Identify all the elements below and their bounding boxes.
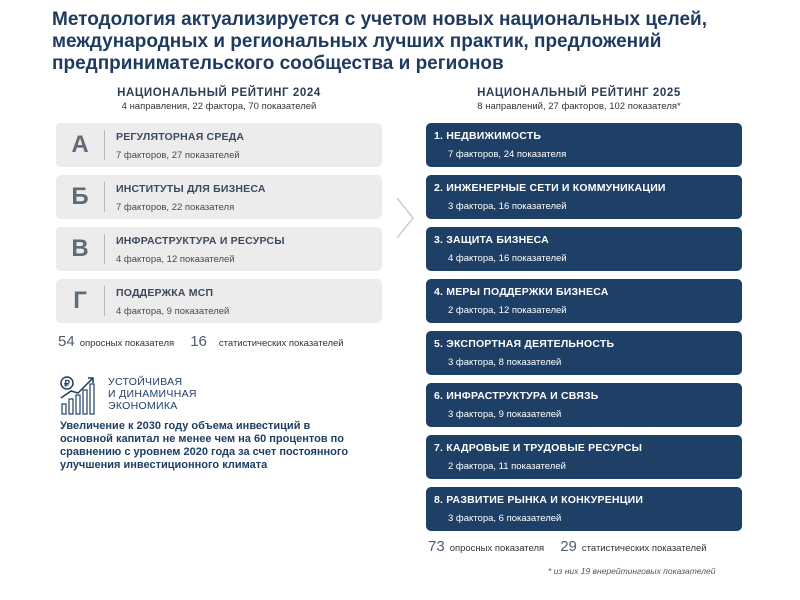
direction-card-2 [426, 175, 742, 219]
direction-card-4 [426, 279, 742, 323]
divider [104, 182, 105, 212]
direction-details: 2 фактора, 11 показателей [448, 461, 566, 472]
growth-chart-coin-icon [58, 374, 98, 416]
economy-goal-text: Увеличение к 2030 году объема инвестиций в основной капитал не менее чем на 60 процентов по сравнению с уровнем 2020 года за счет постоянного улучшения инвестиционного климата [60, 420, 349, 471]
rating-2025-stats [428, 538, 707, 555]
survey-label: опросных показателя [79, 338, 175, 349]
economy-title-line: УСТОЙЧИВАЯ [108, 376, 183, 388]
statistical-count: 16 [190, 333, 207, 350]
economy-title-line: ЭКОНОМИКА [108, 400, 178, 412]
direction-card-a [56, 123, 382, 167]
direction-card-v [56, 227, 382, 271]
rating-2025-title: НАЦИОНАЛЬНЫЙ РЕЙТИНГ 2025 [477, 87, 681, 99]
direction-title: 8. РАЗВИТИЕ РЫНКА И КОНКУРЕНЦИИ [434, 494, 644, 506]
statistical-count: 29 [560, 538, 577, 555]
rating-2024-subtitle: 4 направления, 22 фактора, 70 показателей [121, 101, 317, 112]
direction-details: 2 фактора, 12 показателей [448, 305, 567, 316]
page-title: Методология актуализируется с учетом новых национальных целей, международных и региональных лучших практик, предложений предпринимательского сообщества и регионов [52, 9, 707, 74]
direction-title: 2. ИНЖЕНЕРНЫЕ СЕТИ И КОММУНИКАЦИИ [434, 182, 666, 194]
rating-2024-stats [58, 333, 344, 350]
direction-card-g [56, 279, 382, 323]
direction-card-1 [426, 123, 742, 167]
direction-details: 3 фактора, 8 показателей [448, 357, 562, 368]
direction-letter: Г [73, 287, 87, 314]
rating-2025-header [420, 87, 738, 112]
direction-card-6 [426, 383, 742, 427]
direction-card-8 [426, 487, 742, 531]
direction-title: ИНФРАСТРУКТУРА И РЕСУРСЫ [116, 235, 285, 247]
direction-details: 7 факторов, 27 показателей [116, 150, 240, 161]
survey-count: 73 [428, 538, 445, 555]
direction-title: 1. НЕДВИЖИМОСТЬ [434, 130, 542, 142]
direction-card-b [56, 175, 382, 219]
direction-letter: В [71, 235, 89, 262]
divider [104, 234, 105, 264]
direction-details: 7 факторов, 24 показателя [448, 149, 567, 160]
survey-label: опросных показателя [449, 543, 545, 554]
direction-title: 7. КАДРОВЫЕ И ТРУДОВЫЕ РЕСУРСЫ [434, 442, 643, 454]
direction-title: 4. МЕРЫ ПОДДЕРЖКИ БИЗНЕСА [434, 286, 609, 298]
rating-2024-header [56, 87, 382, 112]
direction-card-3 [426, 227, 742, 271]
direction-card-5 [426, 331, 742, 375]
economy-title-line: И ДИНАМИЧНАЯ [108, 388, 197, 400]
direction-title: ИНСТИТУТЫ ДЛЯ БИЗНЕСА [116, 183, 266, 195]
direction-details: 4 фактора, 16 показателей [448, 253, 567, 264]
direction-title: ПОДДЕРЖКА МСП [116, 287, 214, 299]
direction-title: 3. ЗАЩИТА БИЗНЕСА [434, 234, 549, 246]
direction-details: 3 фактора, 9 показателей [448, 409, 562, 420]
direction-letter: Б [71, 183, 89, 210]
direction-details: 3 фактора, 6 показателей [448, 513, 562, 524]
survey-count: 54 [58, 333, 75, 350]
direction-details: 4 фактора, 12 показателей [116, 254, 235, 265]
chevron-right-icon [394, 196, 416, 240]
divider [104, 130, 105, 160]
rating-2024-title: НАЦИОНАЛЬНЫЙ РЕЙТИНГ 2024 [117, 87, 321, 99]
divider [104, 286, 105, 316]
direction-title: 6. ИНФРАСТРУКТУРА И СВЯЗЬ [434, 390, 599, 402]
direction-details: 3 фактора, 16 показателей [448, 201, 567, 212]
statistical-label: статистических показателей [581, 543, 707, 554]
economy-title [108, 376, 197, 412]
direction-details: 4 фактора, 9 показателей [116, 306, 230, 317]
direction-title: РЕГУЛЯТОРНАЯ СРЕДА [116, 131, 245, 143]
statistical-label: статистических показателей [218, 338, 344, 349]
direction-title: 5. ЭКСПОРТНАЯ ДЕЯТЕЛЬНОСТЬ [434, 338, 615, 350]
footnote: * из них 19 внерейтинговых показателей [548, 566, 716, 576]
direction-card-7 [426, 435, 742, 479]
direction-letter: А [71, 131, 89, 158]
direction-details: 7 факторов, 22 показателя [116, 202, 235, 213]
svg-text:₽: ₽ [64, 378, 70, 389]
rating-2025-subtitle: 8 направлений, 27 факторов, 102 показателя* [477, 101, 681, 112]
